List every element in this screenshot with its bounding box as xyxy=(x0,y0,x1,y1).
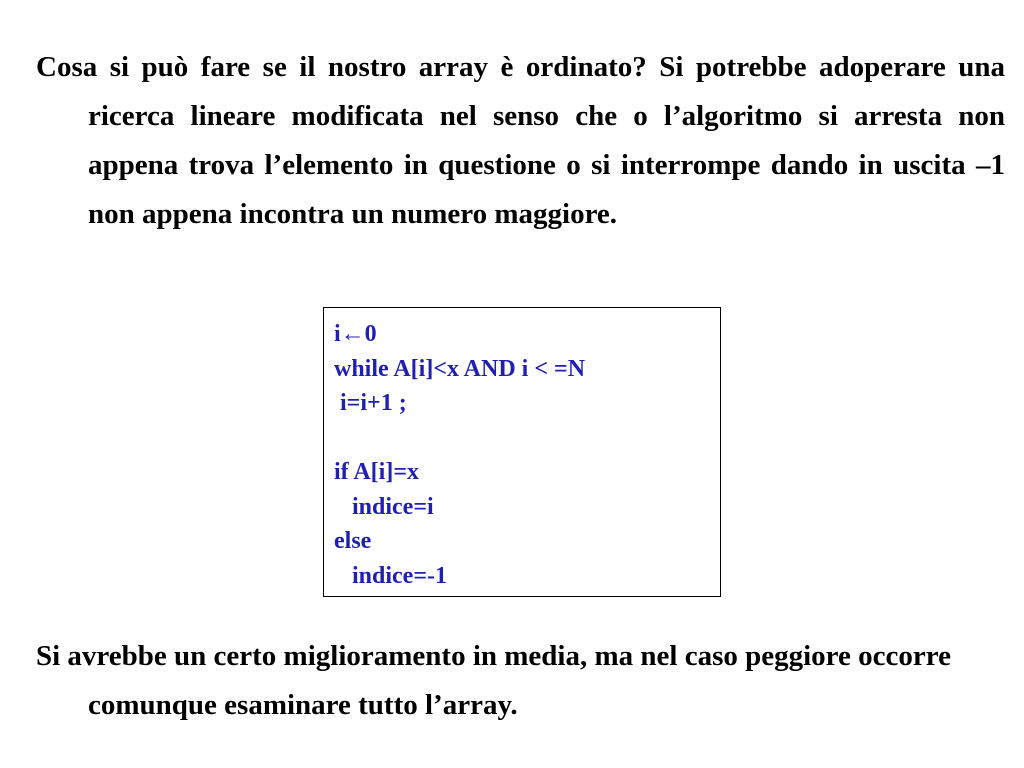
code-line: indice=i xyxy=(334,493,434,520)
conclusion-paragraph: Si avrebbe un certo miglioramento in media, ma nel caso peggiore occorre comunque esaminare tutto l’array. xyxy=(36,640,951,721)
code-line: else xyxy=(334,528,372,554)
code-line: indice=-1 xyxy=(334,562,448,589)
code-line: i=i+1 ; xyxy=(334,390,407,416)
code-line: i←0 xyxy=(334,321,377,347)
code-line xyxy=(334,421,720,456)
intro-paragraph: Cosa si può fare se il nostro array è ordinato? Si potrebbe adoperare una ricerca lineare modificata nel senso che o l’algoritmo si arresta non appena trova l’elemento in questione o si interrompe dando in uscita –1 non appena incontra un numero maggiore. xyxy=(36,51,1005,230)
pseudocode-box xyxy=(323,307,721,597)
code-line: while A[i]<x AND i < =N xyxy=(334,355,586,382)
code-line: if A[i]=x xyxy=(334,459,419,485)
